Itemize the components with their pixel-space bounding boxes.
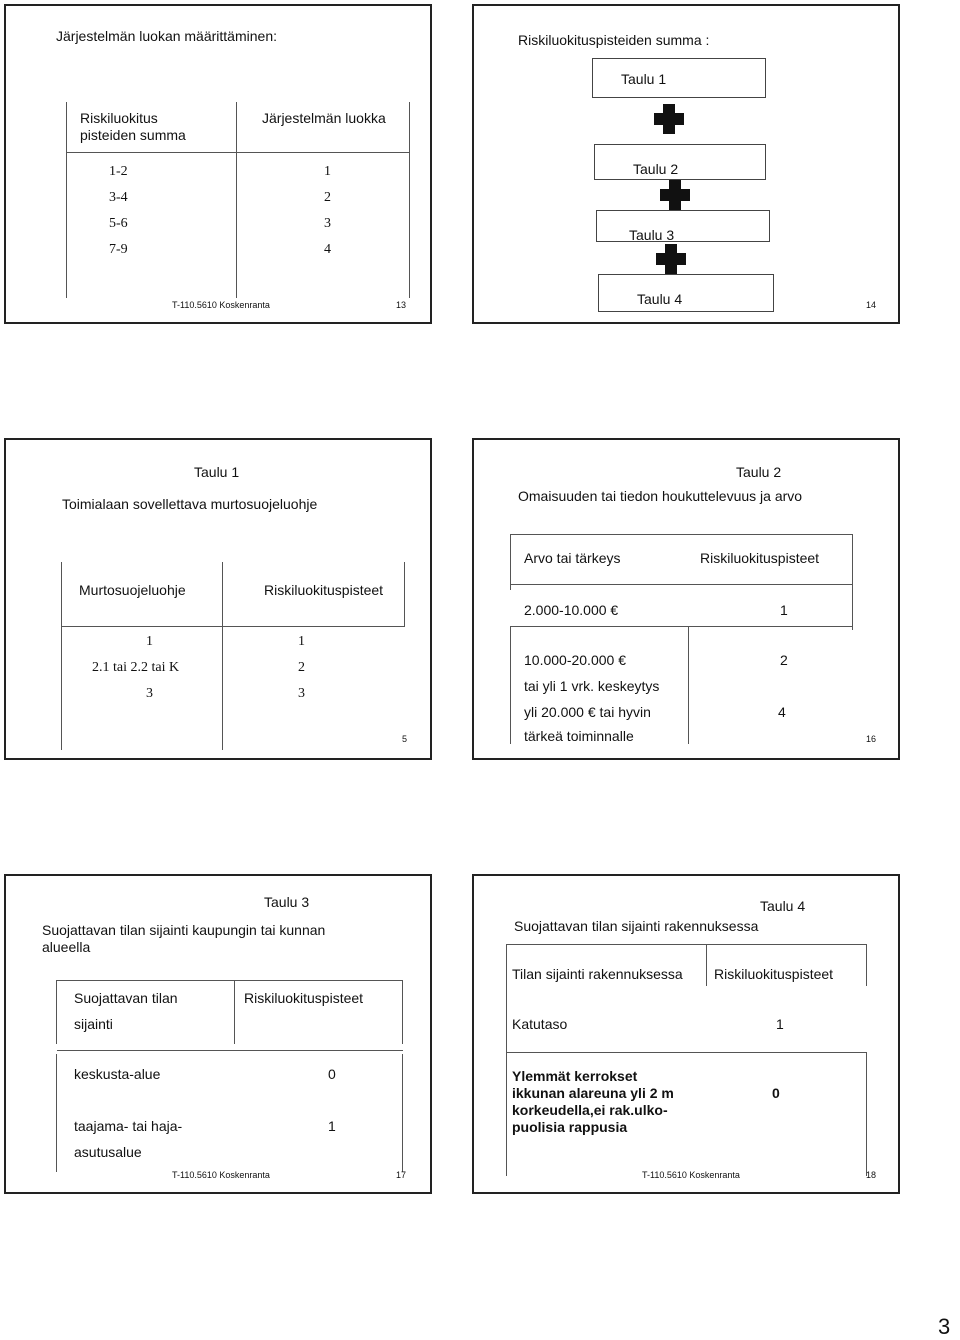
table-cell: 1 bbox=[328, 1118, 336, 1134]
table-cell: asutusalue bbox=[74, 1144, 142, 1160]
slide-footer: T-110.5610 Koskenranta bbox=[172, 1170, 270, 1180]
table-cell: tärkeä toiminnalle bbox=[524, 728, 634, 744]
table-cell: Katutaso bbox=[512, 1016, 568, 1032]
slide-footer: T-110.5610 Koskenranta bbox=[642, 1170, 740, 1180]
table-cell: 1 bbox=[780, 602, 788, 618]
table-subtitle: Omaisuuden tai tiedon houkuttelevuus ja arvo bbox=[518, 488, 803, 504]
table-cell-sum: 3-4 bbox=[109, 190, 128, 205]
table-cell-class: 1 bbox=[324, 164, 331, 179]
table-subtitle: Toimialaan sovellettava murtosuojeluohje bbox=[62, 496, 318, 512]
table-cell: puolisia rappusia bbox=[512, 1119, 628, 1135]
page-number: 17 bbox=[396, 1170, 407, 1180]
table-cell: korkeudella,ei rak.ulko- bbox=[512, 1102, 668, 1118]
column-header: sijainti bbox=[74, 1016, 113, 1032]
table-cell-class: 3 bbox=[324, 216, 331, 231]
table-header-sum: Riskiluokitus bbox=[80, 110, 158, 126]
taulu-2-box: Taulu 2 bbox=[594, 144, 766, 180]
table-heading: Taulu 2 bbox=[736, 464, 782, 480]
slide-13 bbox=[4, 4, 432, 324]
table-cell: 1 bbox=[298, 634, 305, 649]
table-cell: Ylemmät kerrokset bbox=[512, 1068, 638, 1084]
plus-icon bbox=[660, 180, 690, 210]
page-number: 16 bbox=[866, 734, 877, 744]
table-header-sum-line2: pisteiden summa bbox=[80, 127, 186, 143]
table-heading: Taulu 3 bbox=[264, 894, 310, 910]
slide-18 bbox=[472, 874, 900, 1194]
table-cell-sum: 5-6 bbox=[109, 216, 128, 231]
slide-17 bbox=[4, 874, 432, 1194]
slide-16 bbox=[472, 438, 900, 760]
table-heading: Taulu 1 bbox=[194, 464, 240, 480]
taulu-1-box: Taulu 1 bbox=[592, 58, 766, 98]
sheet-page-number: 3 bbox=[938, 1314, 951, 1339]
table-cell: 1 bbox=[776, 1016, 784, 1032]
table-subtitle: alueella bbox=[42, 939, 91, 955]
table-cell: 0 bbox=[328, 1066, 336, 1082]
table-subtitle: Suojattavan tilan sijainti rakennuksessa bbox=[514, 918, 759, 934]
table-cell: keskusta-alue bbox=[74, 1066, 161, 1082]
table-cell-sum: 7-9 bbox=[109, 242, 128, 257]
table-heading: Taulu 4 bbox=[760, 898, 806, 914]
table-subtitle: Suojattavan tilan sijainti kaupungin tai kunnan bbox=[42, 922, 326, 938]
slide-14 bbox=[472, 4, 900, 324]
table-cell: ikkunan alareuna yli 2 m bbox=[512, 1085, 674, 1101]
taulu-4-box: Taulu 4 bbox=[598, 274, 774, 312]
table-cell: 2.000-10.000 € bbox=[524, 602, 619, 618]
table-cell: 10.000-20.000 € bbox=[524, 652, 626, 668]
table-cell: 4 bbox=[778, 704, 786, 720]
plus-icon bbox=[656, 244, 686, 274]
table-cell: 3 bbox=[146, 686, 153, 701]
euro-icon: € bbox=[618, 652, 626, 668]
table-cell: tai yli 1 vrk. keskeytys bbox=[524, 678, 660, 694]
page-number: 18 bbox=[866, 1170, 877, 1180]
taulu-3-box: Taulu 3 bbox=[596, 210, 770, 242]
table-cell-class: 2 bbox=[324, 190, 331, 205]
column-header: Riskiluokituspisteet bbox=[700, 550, 820, 566]
slide-title: Riskiluokituspisteiden summa : bbox=[518, 32, 710, 48]
slide-15 bbox=[4, 438, 432, 760]
column-header: Riskiluokituspisteet bbox=[714, 966, 834, 982]
slide-footer: T-110.5610 Koskenranta bbox=[172, 300, 270, 310]
table-cell: 0 bbox=[772, 1085, 780, 1101]
euro-icon: € bbox=[587, 704, 600, 720]
table-cell-class: 4 bbox=[324, 242, 331, 257]
table-cell: yli 20.000 € tai hyvin bbox=[524, 704, 651, 720]
table-header-class: Järjestelmän luokka bbox=[262, 110, 386, 126]
table-cell-sum: 1-2 bbox=[109, 164, 128, 179]
euro-icon: € bbox=[610, 602, 619, 618]
table-cell: 3 bbox=[298, 686, 305, 701]
table-cell: 2.1 tai 2.2 tai K bbox=[92, 660, 180, 675]
page-number: 5 bbox=[402, 734, 408, 744]
column-header: Tilan sijainti rakennuksessa bbox=[512, 966, 683, 982]
column-header: Murtosuojeluohje bbox=[79, 582, 186, 598]
column-header: Riskiluokituspisteet bbox=[244, 990, 364, 1006]
column-header: Suojattavan tilan bbox=[74, 990, 178, 1006]
slide-title: Järjestelmän luokan määrittäminen: bbox=[56, 28, 277, 44]
column-header: Arvo tai tärkeys bbox=[524, 550, 621, 566]
page-number: 14 bbox=[866, 300, 877, 310]
column-header: Riskiluokituspisteet bbox=[264, 582, 384, 598]
page-number: 13 bbox=[396, 300, 407, 310]
table-cell: taajama- tai haja- bbox=[74, 1118, 183, 1134]
table-cell: 1 bbox=[146, 634, 153, 649]
plus-icon bbox=[654, 104, 684, 134]
table-cell: 2 bbox=[298, 660, 305, 675]
table-cell: 2 bbox=[780, 652, 788, 668]
